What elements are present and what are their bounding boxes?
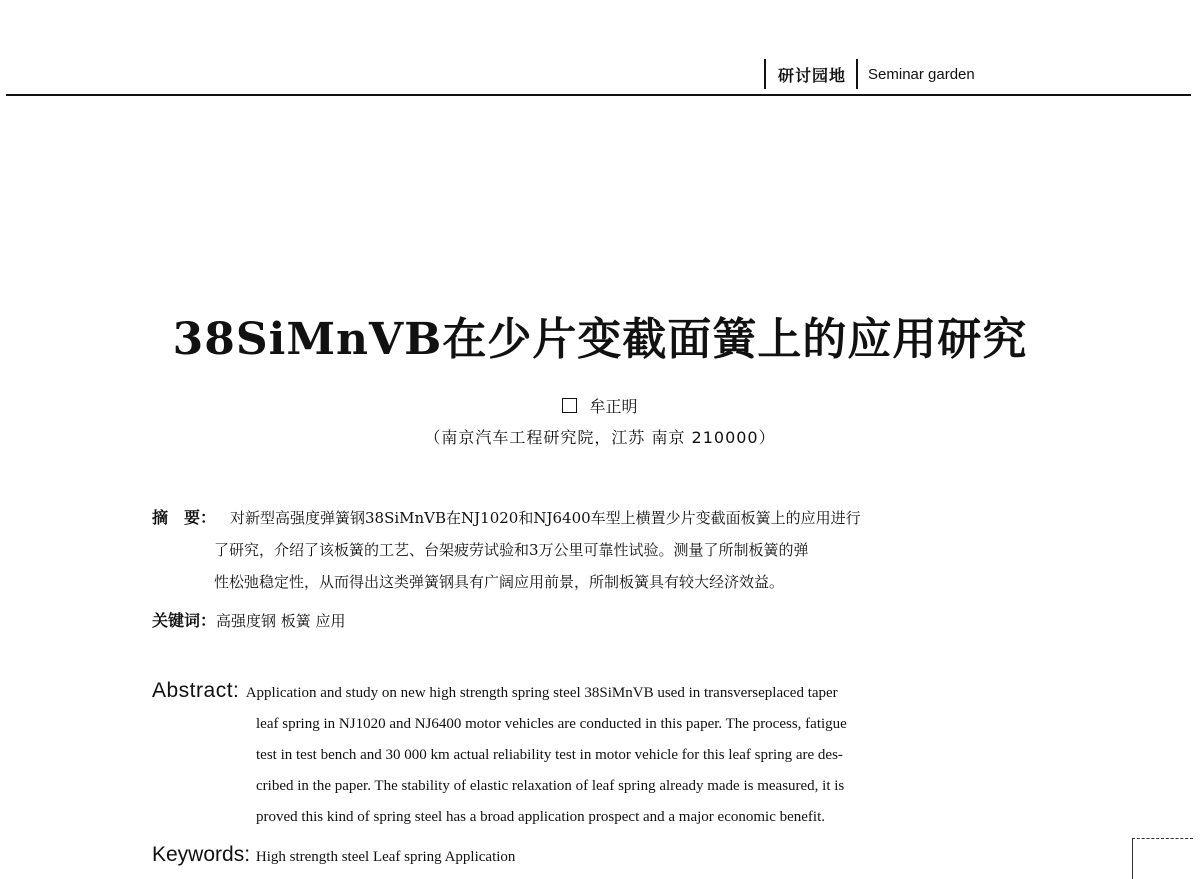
abstract-en-line: test in test bench and 30 000 km actual reliability test in motor vehicle for this leaf spring are des- xyxy=(256,747,843,763)
abstract-cn-line xyxy=(152,502,1042,534)
abstract-en-line xyxy=(152,675,1042,709)
abstract-en-label: Abstract: xyxy=(152,679,246,702)
abstract-cn-line: 性松弛稳定性，从而得出这类弹簧钢具有广阔应用前景，所制板簧具有较大经济效益。 xyxy=(214,573,785,591)
keywords-cn-text: 高强度钢 板簧 应用 xyxy=(216,612,346,630)
journal-section-header xyxy=(764,57,975,91)
abstract-cn-text: 对新型高强度弹簧钢38SiMnVB在NJ1020和NJ6400车型上横置少片变截面板簧上的应用进行 xyxy=(230,509,861,527)
section-name-cn: 研讨园地 xyxy=(778,65,847,85)
abstract-cn-label: 摘 要： xyxy=(152,508,217,527)
abstract-en-line: leaf spring in NJ1020 and NJ6400 motor vehicles are conducted in this paper. The process, fatigue xyxy=(256,716,847,732)
author-name: 牟正明 xyxy=(589,397,638,416)
abstract-en-line: cribed in the paper. The stability of elastic relaxation of leaf spring already made is measured, it is xyxy=(256,778,845,794)
author-box-icon xyxy=(562,398,577,413)
keywords-cn-label: 关键词： xyxy=(152,611,217,630)
page-corner-mark xyxy=(1132,838,1193,879)
abstract-en-line: proved this kind of spring steel has a broad application prospect and a major economic benefit. xyxy=(256,809,825,825)
abstract-en-text: Application and study on new high strength spring steel 38SiMnVB used in transverseplaced taper xyxy=(245,685,838,701)
affiliation: （南京汽车工程研究院，江苏 南京 210000） xyxy=(424,428,776,447)
author-line xyxy=(0,394,1200,417)
abstract-cn-line: 了研究，介绍了该板簧的工艺、台架疲劳试验和3万公里可靠性试验。测量了所制板簧的弹 xyxy=(214,541,809,559)
header-rule xyxy=(6,94,1191,96)
section-name-en: Seminar garden xyxy=(868,65,975,83)
abstract-cn xyxy=(152,502,1042,598)
keywords-cn xyxy=(152,608,346,631)
keywords-en xyxy=(152,843,515,867)
abstract-en xyxy=(152,675,1042,833)
keywords-en-label: Keywords: xyxy=(152,843,256,866)
keywords-en-text: High strength steel Leaf spring Application xyxy=(255,849,516,865)
paper-title: 38SiMnVB在少片变截面簧上的应用研究 xyxy=(172,314,1028,365)
